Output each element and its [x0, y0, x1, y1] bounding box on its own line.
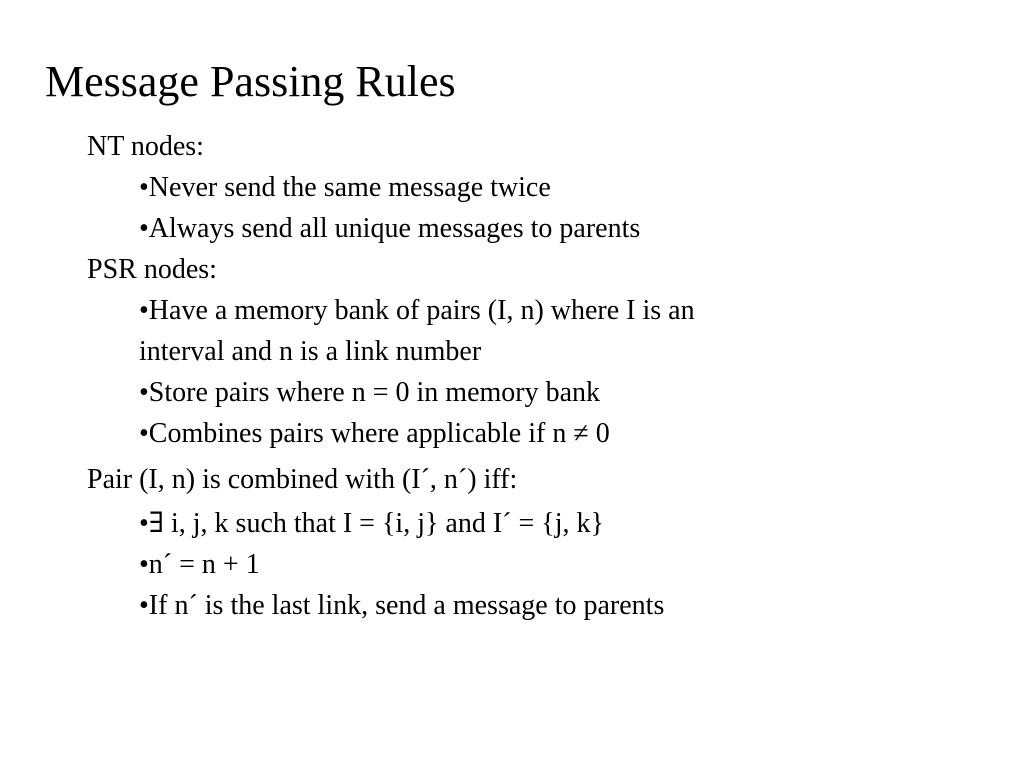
bullet-never-send-twice: •Never send the same message twice — [139, 172, 551, 203]
bullet-memory-bank-line-1: •Have a memory bank of pairs (I, n) where I is an — [139, 295, 695, 326]
bullet-combines-pairs: •Combines pairs where applicable if n ≠ 0 — [139, 418, 610, 449]
section-heading-psr-nodes: PSR nodes: — [87, 254, 217, 285]
bullet-exists-ijk: •∃ i, j, k such that I = {i, j} and I´ = {j, k} — [139, 508, 604, 539]
section-heading-pair-combined: Pair (I, n) is combined with (I´, n´) iff: — [87, 464, 518, 495]
bullet-store-pairs: •Store pairs where n = 0 in memory bank — [139, 377, 601, 408]
section-heading-nt-nodes: NT nodes: — [87, 131, 204, 162]
bullet-memory-bank-line-2: interval and n is a link number — [139, 336, 482, 367]
bullet-last-link-message: •If n´ is the last link, send a message to parents — [139, 590, 665, 621]
bullet-n-prime-equals: •n´ = n + 1 — [139, 549, 260, 580]
bullet-send-unique-to-parents: •Always send all unique messages to parents — [139, 213, 641, 244]
slide-title: Message Passing Rules — [45, 57, 456, 106]
